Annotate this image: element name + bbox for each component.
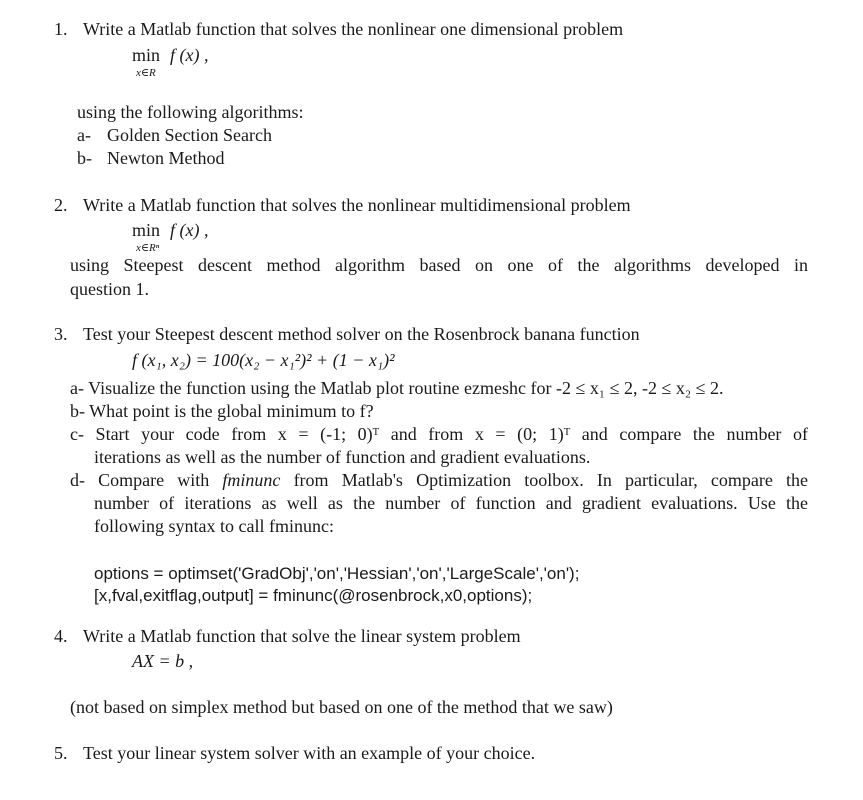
q3-code-line2: [x,fval,exitflag,output] = fminunc(@rosenbrock,x0,options); [94, 586, 533, 605]
q5-text: Test your linear system solver with an example of your choice. [83, 743, 536, 763]
q3-item-d-line3: following syntax to call fminunc: [94, 516, 334, 536]
q1-text: Write a Matlab function that solves the nonlinear one dimensional problem [83, 19, 624, 39]
q4-number: 4. [54, 626, 68, 646]
q2-eq-min: min [132, 220, 161, 240]
q3-item-a: a- Visualize the function using the Matlab plot routine ezmeshc for -2 ≤ x₁ ≤ 2, -2 ≤ x₂ ≤ 2. [70, 378, 724, 398]
q3-item-d-post: from Matlab's Optimization toolbox. In particular, compare the [280, 470, 808, 490]
q3-item-d-pre: d- Compare with [70, 470, 223, 490]
q1-eq-sub: x∈R [136, 67, 156, 79]
q1-eq-func: f (x) , [170, 45, 209, 65]
q2-line1: using Steepest descent method algorithm based on one of the algorithms developed in [70, 255, 808, 275]
q3-equation: f (x₁, x₂) = 100(x₂ − x₁²)² + (1 − x₁)² [132, 350, 395, 370]
q3-text: Test your Steepest descent method solver on the Rosenbrock banana function [83, 324, 640, 344]
q1-item-b-marker: b- [77, 148, 92, 168]
q2-text: Write a Matlab function that solves the nonlinear multidimensional problem [83, 195, 631, 215]
q2-line2: question 1. [70, 279, 149, 299]
q3-number: 3. [54, 324, 68, 344]
q1-item-a-marker: a- [77, 125, 91, 145]
q4-note: (not based on simplex method but based on one of the method that we saw) [70, 697, 613, 717]
q4-equation: AX = b , [132, 651, 194, 671]
q2-eq-func: f (x) , [170, 220, 209, 240]
q4-text: Write a Matlab function that solve the linear system problem [83, 626, 521, 646]
q3-item-c-line2: iterations as well as the number of function and gradient evaluations. [94, 447, 591, 467]
q2-eq-sub: x∈Rⁿ [136, 242, 160, 254]
q1-item-a-text: Golden Section Search [107, 125, 272, 145]
q2-number: 2. [54, 195, 68, 215]
q5-number: 5. [54, 743, 68, 763]
q3-item-d-line1 [70, 469, 808, 491]
q1-intro: using the following algorithms: [77, 102, 304, 122]
q3-item-c-line1: c- Start your code from x = (-1; 0)ᵀ and from x = (0; 1)ᵀ and compare the number of [70, 424, 808, 444]
q3-code-line1: options = optimset('GradObj','on','Hessian','on','LargeScale','on'); [94, 564, 580, 583]
q1-number: 1. [54, 19, 68, 39]
q1-item-b-text: Newton Method [107, 148, 225, 168]
q3-item-b: b- What point is the global minimum to f? [70, 401, 374, 421]
q1-eq-min: min [132, 45, 161, 65]
q3-item-d-line2: number of iterations as well as the number of function and gradient evaluations. Use the [94, 493, 808, 513]
q3-item-d-fminunc: fminunc [222, 470, 281, 490]
